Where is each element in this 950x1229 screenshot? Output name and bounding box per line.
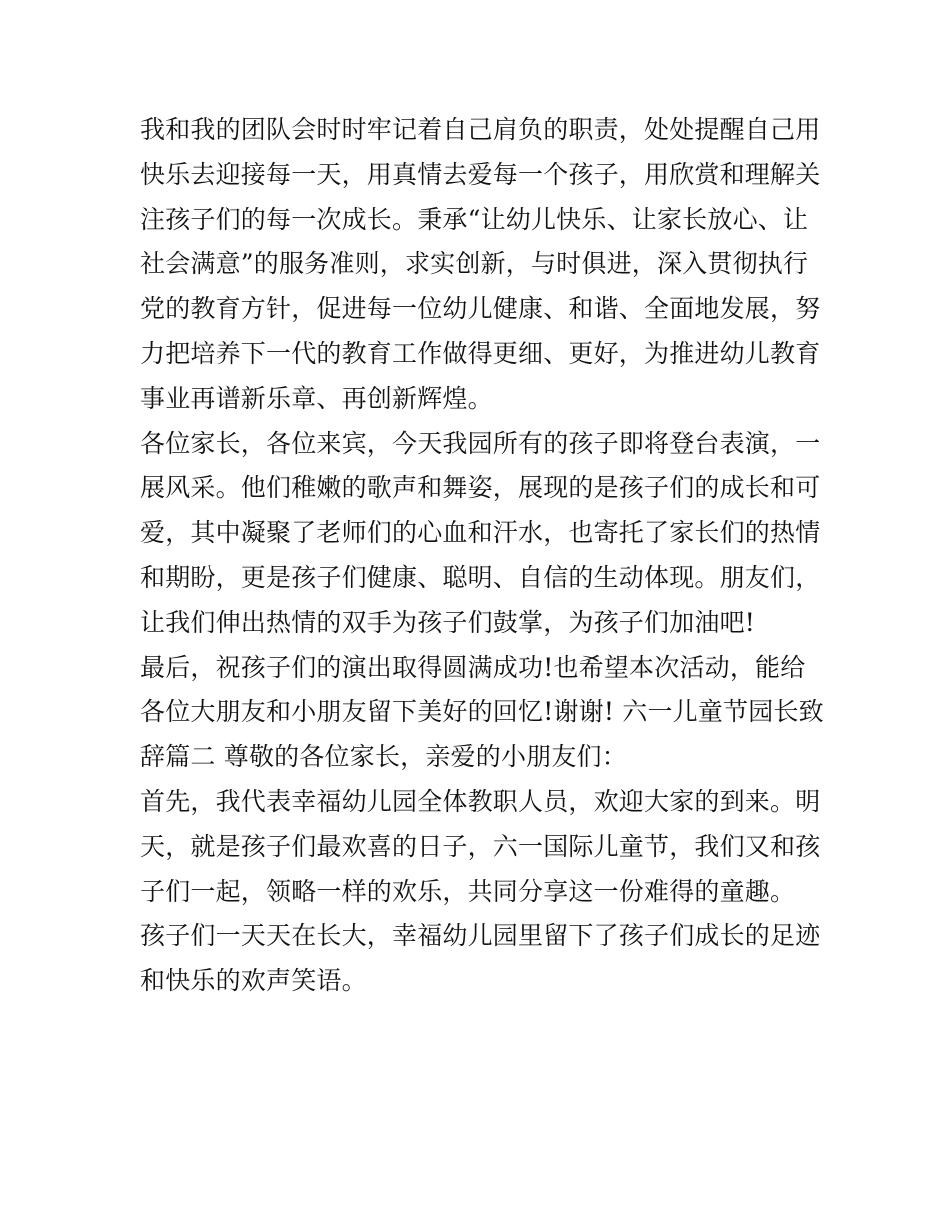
text-line: 快乐去迎接每一天，用真情去爱每一个孩子，用欣赏和理解关 bbox=[140, 159, 821, 189]
text-line: 和快乐的欢声笑语。 bbox=[140, 966, 367, 996]
text-line: 辞篇二 尊敬的各位家长，亲爱的小朋友们： bbox=[140, 742, 627, 772]
text-line: 天，就是孩子们最欢喜的日子，六一国际儿童节，我们又和孩 bbox=[140, 831, 821, 861]
text-line: 爱，其中凝聚了老师们的心血和汗水，也寄托了家长们的热情 bbox=[140, 518, 821, 548]
text-line: 我和我的团队会时时牢记着自己肩负的职责，处处提醒自己用 bbox=[140, 115, 821, 144]
text-line: 事业再谱新乐章、再创新辉煌。 bbox=[140, 383, 493, 413]
text-line: 党的教育方针，促进每一位幼儿健康、和谐、全面地发展，努 bbox=[140, 294, 821, 324]
text-line: 社会满意”的服务准则，求实创新，与时俱进，深入贯彻执行 bbox=[140, 249, 809, 279]
text-line: 最后，祝孩子们的演出取得圆满成功!也希望本次活动，能给 bbox=[140, 652, 806, 682]
text-line: 展风采。他们稚嫩的歌声和舞姿，展现的是孩子们的成长和可 bbox=[140, 473, 821, 503]
text-line: 首先，我代表幸福幼儿园全体教职人员，欢迎大家的到来。明 bbox=[140, 786, 821, 816]
text-line: 力把培养下一代的教育工作做得更细、更好，为推进幼儿教育 bbox=[140, 338, 821, 368]
text-line: 注孩子们的每一次成长。秉承“让幼儿快乐、让家长放心、让 bbox=[140, 204, 809, 234]
text-line: 孩子们一天天在长大，幸福幼儿园里留下了孩子们成长的足迹 bbox=[140, 921, 821, 951]
text-line: 子们一起，领略一样的欢乐，共同分享这一份难得的童趣。 bbox=[140, 876, 796, 906]
text-line: 让我们伸出热情的双手为孩子们鼓掌，为孩子们加油吧! bbox=[140, 607, 756, 637]
document-body bbox=[140, 108, 824, 1004]
text-line: 各位家长，各位来宾，今天我园所有的孩子即将登台表演，一 bbox=[140, 428, 821, 458]
text-line: 各位大朋友和小朋友留下美好的回忆!谢谢! 六一儿童节园长致 bbox=[140, 697, 824, 727]
text-line: 和期盼，更是孩子们健康、聪明、自信的生动体现。朋友们， bbox=[140, 562, 821, 592]
